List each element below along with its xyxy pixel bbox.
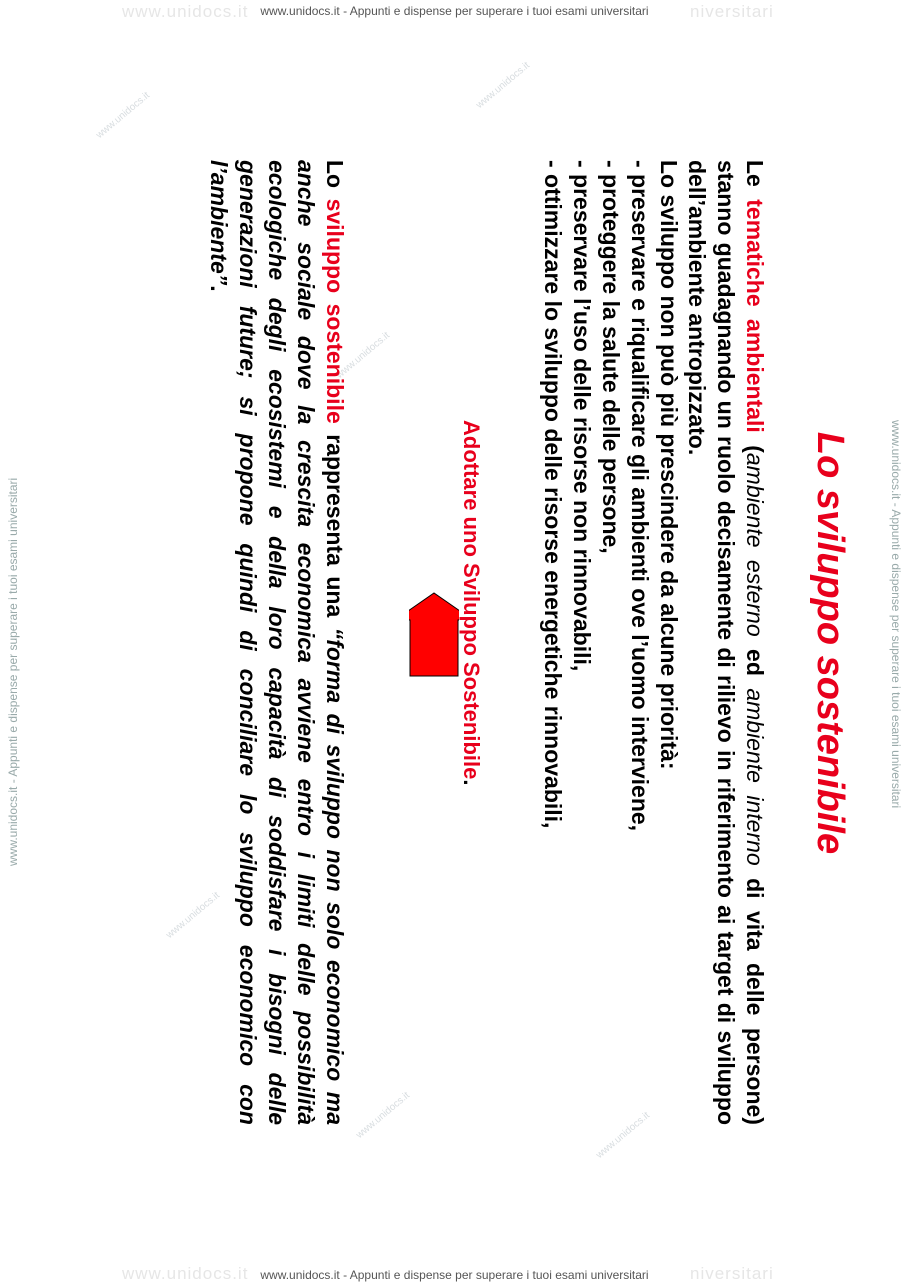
page-title: Lo sviluppo sostenibile <box>809 431 851 855</box>
priority-item: - proteggere la salute delle persone, <box>598 160 624 554</box>
text-segment: di vita delle persone) stanno guadagnando un ruolo decisamente di rilievo in riferimento ai target di sviluppo dell’ambiente antropizzato. <box>684 160 768 1125</box>
adopt-heading <box>458 420 484 785</box>
watermark-ghost-right: niversitari <box>690 2 774 21</box>
text-segment: ed <box>742 636 768 689</box>
text-segment: . <box>206 285 232 292</box>
watermark-side-left: www.unidocs.it - Appunti e dispense per superare i tuoi esami universitari <box>6 477 20 866</box>
watermark-diagonal: www.unidocs.it <box>474 60 532 111</box>
adopt-dot: . <box>459 779 484 786</box>
priorities-intro: Lo sviluppo non può più prescindere da alcune priorità: <box>656 160 682 770</box>
highlight-sviluppo-sostenibile: sviluppo sostenibile <box>322 198 348 424</box>
text-segment: Lo <box>322 160 348 199</box>
watermark-footer: www.unidocs.it - Appunti e dispense per superare i tuoi esami universitari <box>260 1268 649 1282</box>
paragraph-tematiche <box>682 160 769 1125</box>
arrow-up-icon <box>409 592 459 684</box>
priorities-block <box>538 160 683 1125</box>
watermark-ghost-left-bottom: www.unidocs.it <box>122 1264 249 1283</box>
watermark-diagonal: www.unidocs.it <box>354 1090 412 1141</box>
text-segment: Le <box>742 160 768 200</box>
watermark-diagonal: www.unidocs.it <box>594 1110 652 1161</box>
priority-item: - ottimizzare lo sviluppo delle risorse energetiche rinnovabili, <box>540 160 566 829</box>
quote-definition: “forma di sviluppo non solo economico ma anche sociale dove la crescita economica avviene entro i limiti delle possibilità ecologiche degli ecosistemi e della loro capacità di soddisfare i bisogni delle generazioni future; si propone quindi di conciliare lo sviluppo economico con l’ambiente” <box>206 160 348 1125</box>
priority-item: - preservare e riqualificare gli ambienti ove l’uomo interviene, <box>627 160 653 832</box>
adopt-text: Adottare uno Sviluppo Sostenibile <box>459 420 484 780</box>
watermark-ghost-left: www.unidocs.it <box>122 2 249 21</box>
watermark-side-right: www.unidocs.it - Appunti e dispense per superare i tuoi esami universitari <box>889 420 903 809</box>
watermark-diagonal: www.unidocs.it <box>94 90 152 141</box>
italic-ambiente-esterno: ambiente esterno <box>742 452 768 637</box>
watermark-diagonal: www.unidocs.it <box>334 330 392 381</box>
watermark-ghost-right-bottom: niversitari <box>690 1264 774 1283</box>
text-segment: ( <box>742 432 768 453</box>
watermark-header: www.unidocs.it - Appunti e dispense per superare i tuoi esami universitari <box>260 4 649 18</box>
highlight-tematiche-ambientali: tematiche ambientali <box>742 199 768 433</box>
watermark-diagonal: www.unidocs.it <box>164 890 222 941</box>
priority-item: - preservare l’uso delle risorse non rinnovabili, <box>569 160 595 672</box>
text-segment: rappresenta una <box>322 423 348 628</box>
italic-ambiente-interno: ambiente interno <box>742 688 768 866</box>
paragraph-sviluppo-sostenibile <box>204 160 349 1125</box>
